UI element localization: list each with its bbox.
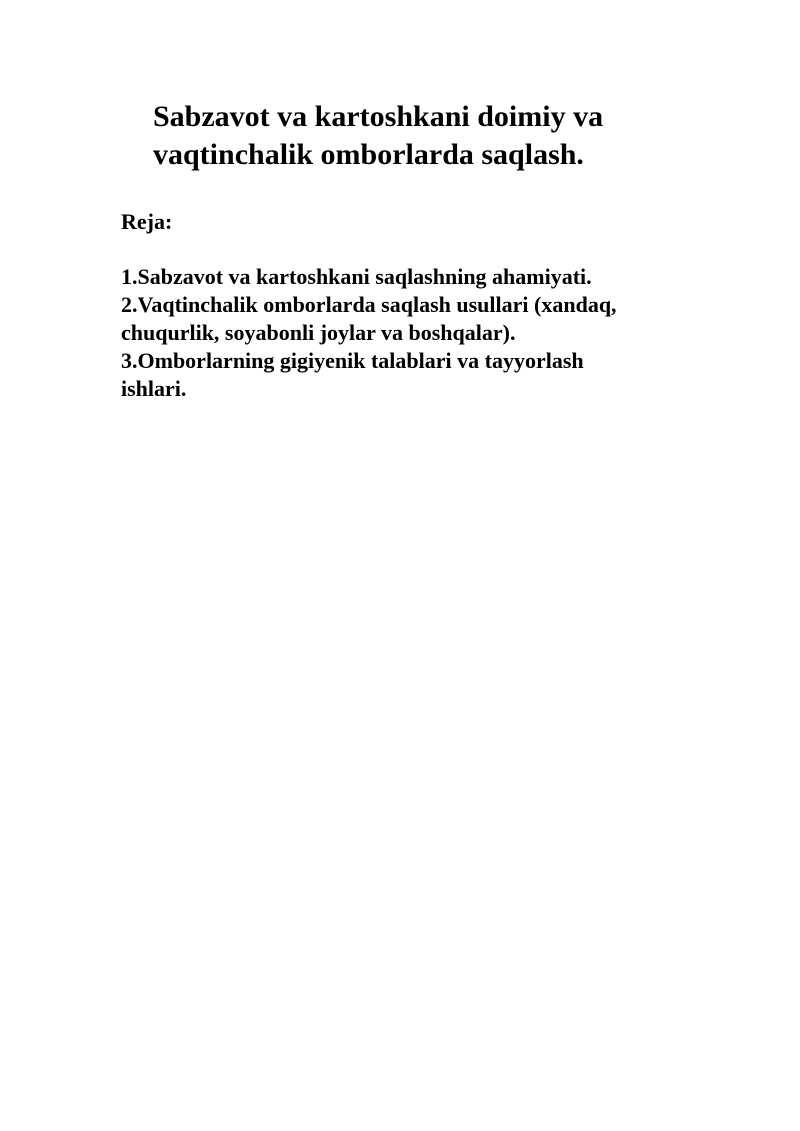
plan-item-2: 2.Vaqtinchalik omborlarda saqlash usullari (xandaq, bbox=[121, 292, 617, 317]
plan-item-2-continued: chuqurlik, soyabonli joylar va boshqalar). bbox=[121, 320, 516, 345]
plan-item-3: 3.Omborlarning gigiyenik talablari va tayyorlash bbox=[121, 348, 584, 373]
title-line: vaqtinchalik omborlarda saqlash. bbox=[153, 138, 584, 171]
plan-list bbox=[121, 263, 721, 403]
title-line: Sabzavot va kartoshkani doimiy va bbox=[153, 100, 604, 133]
plan-item-3-continued: ishlari. bbox=[121, 376, 187, 401]
document-title bbox=[153, 98, 733, 174]
plan-heading: Reja: bbox=[121, 209, 173, 234]
plan-item-1: 1.Sabzavot va kartoshkani saqlashning ahamiyati. bbox=[121, 264, 592, 289]
